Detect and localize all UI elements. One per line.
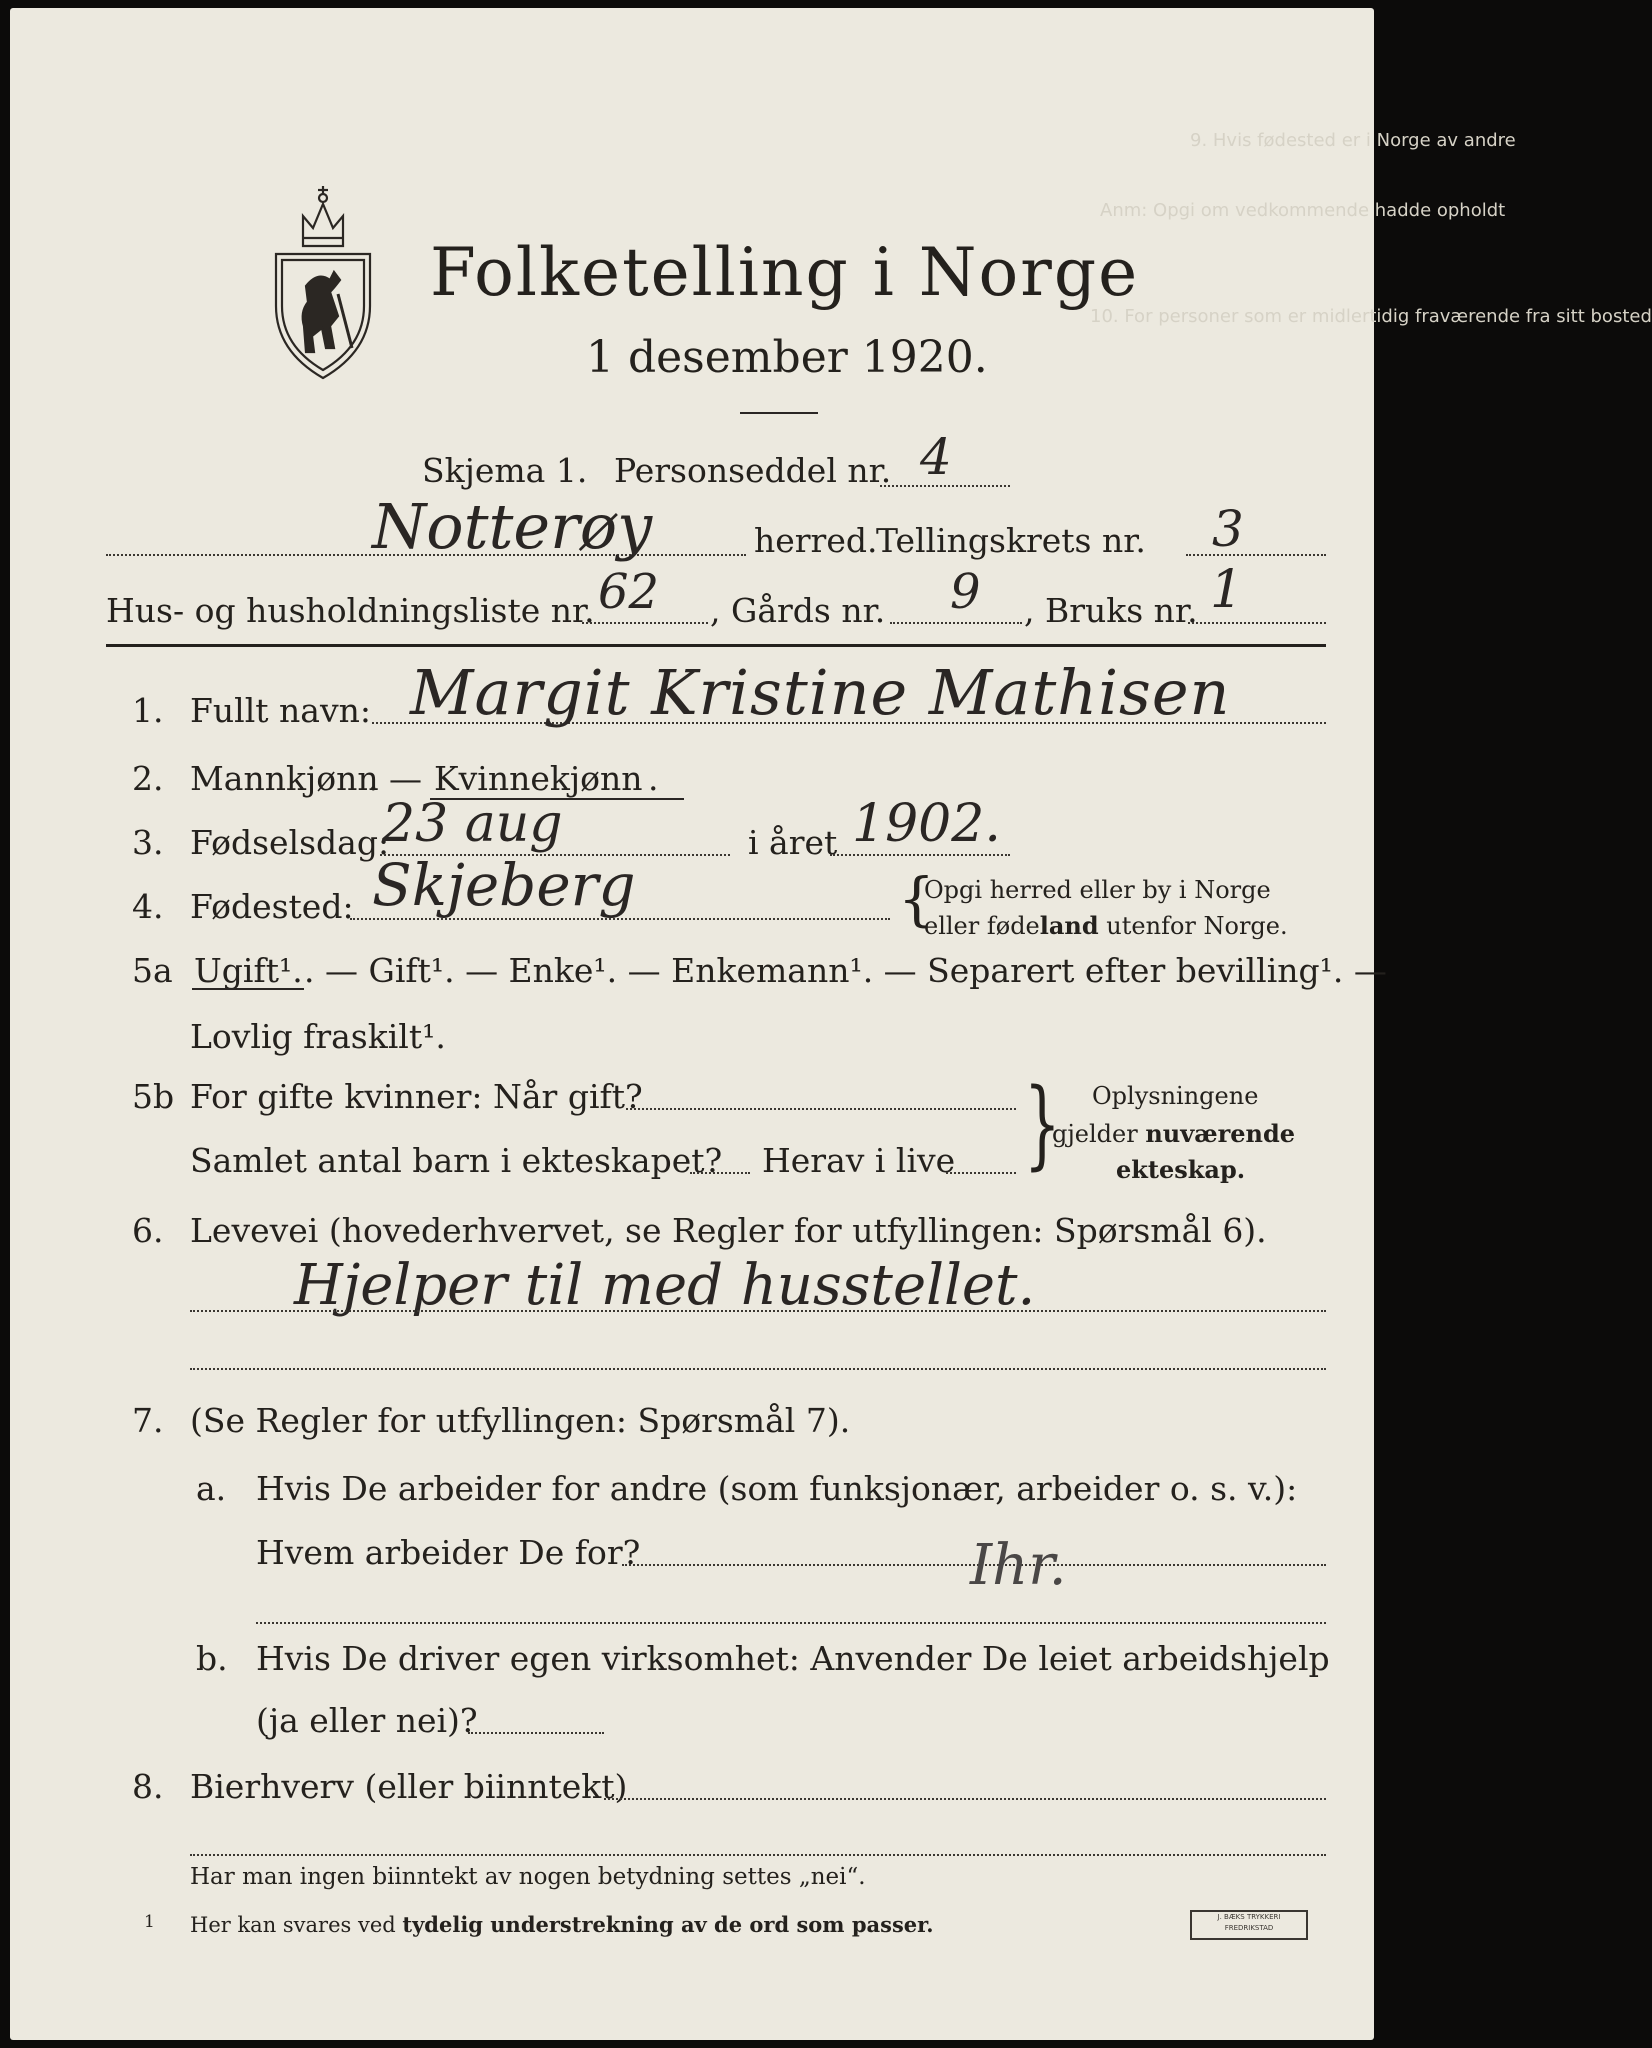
q5b-label-married: For gifte kvinner: Når gift?: [190, 1077, 643, 1116]
q6-number: 6.: [132, 1211, 164, 1250]
hus-label: Hus- og husholdningsliste nr.: [106, 591, 595, 630]
q5b-married-line: [626, 1108, 1016, 1110]
q5b-note-line1: Oplysningene: [1092, 1082, 1259, 1110]
personseddel-value: 4: [920, 428, 952, 486]
gards-line: [890, 622, 1022, 624]
q7b-label-yesno: (ja eller nei)?: [256, 1701, 478, 1740]
tellingskrets-label: Tellingskrets nr.: [876, 521, 1146, 560]
q4-number: 4.: [132, 887, 164, 926]
coat-of-arms-icon: [268, 176, 378, 386]
gards-label: , Gårds nr.: [710, 591, 886, 630]
footnote-text: Her kan svares ved tydelig understrekning av de ord som passer.: [190, 1912, 934, 1937]
q3-label: Fødselsdag:: [190, 823, 390, 862]
footnote-mark: 1: [144, 1912, 155, 1932]
q7a-line2: [256, 1622, 1326, 1624]
q7-label: (Se Regler for utfyllingen: Spørsmål 7).: [190, 1401, 851, 1440]
q2-separator: . —: [368, 759, 422, 798]
printer-stamp: [1190, 1910, 1308, 1940]
q6-line1: [190, 1310, 1326, 1312]
q2-end: .: [648, 759, 659, 798]
hus-value: 62: [598, 564, 660, 620]
q7b-line: [468, 1732, 604, 1734]
q5a-ugift-underline: [192, 988, 304, 990]
census-form: 9. Hvis fødested er i Norge av andre Anm: Opgi om vedkommende hadde opholdt 10. For personer som er midlertidig fraværende fra sitt bosted Folketelling i Norge 1 desember 1920. Skjema 1. Personseddel nr. 4 Notterøy herred. Tellingskrets nr. 3 Hus- og husholdningsliste nr. 62 , Gårds nr. 9 , Bruks nr. 1 1. Fullt navn: Margit Kristine Mathisen 2. Mannkjønn . — Kvinnekjønn . 3. Fødselsdag: 23 aug i året 1902. 4. Fødested: Skjeberg { Opgi herred eller by i Norge eller fødeland utenfor Norge. 5a Ugift¹. . — Gift¹. — Enke¹. — Enkemann¹. — Separert efter bevilling¹. — Lovlig fraskilt¹. 5b For gifte kvinner: Når gift? Samlet antal barn i ekteskapet? Herav i live } Oplysningene gjelder nuværende ekteskap. 6. Levevei (hovederhvervet, se Regler for utfyllingen: Spørsmål 6). Hjelper til med husstellet. 7. (Se Regler for utfyllingen: Spørsmål 7). a. Hvis De arbeider for andre (som funksjonær, arbeider o. s. v.): Hvem arbeider De for? Ihr. b. Hvis De driver egen virksomhet: Anvender De leiet arbeidshjelp (ja eller nei)? 8. Bierhverv (eller biinntekt) Har man ingen biinntekt av nogen betydning settes „nei“. 1 Her kan svares ved tydelig understrekning av de ord som passer. J. BÆKS TRYKKERI FREDRIKSTAD: [10, 8, 1374, 2040]
q4-note-line2: eller fødeland utenfor Norge.: [924, 911, 1288, 940]
q1-value: Margit Kristine Mathisen: [410, 656, 1231, 729]
q4-note-brace: {: [898, 865, 935, 933]
hus-line: [582, 622, 708, 624]
tellingskrets-line: [1186, 554, 1326, 556]
personseddel-label: Personseddel nr.: [614, 451, 892, 490]
skjema-label: Skjema 1.: [422, 451, 588, 490]
q1-number: 1.: [132, 691, 164, 730]
note-no-income: Har man ingen biinntekt av nogen betydning settes „nei“.: [190, 1864, 866, 1890]
tellingskrets-value: 3: [1212, 500, 1244, 558]
q5b-number: 5b: [132, 1077, 175, 1116]
q5b-label-alive: Herav i live: [762, 1141, 956, 1180]
q5b-alive-line: [946, 1172, 1016, 1174]
q5b-children-line: [690, 1172, 750, 1174]
q6-line2: [190, 1368, 1326, 1370]
q3-year-line: [830, 854, 1010, 856]
bruks-line: [1188, 622, 1326, 624]
q3-number: 3.: [132, 823, 164, 862]
q4-value: Skjeberg: [372, 851, 636, 919]
q8-line2: [190, 1854, 1326, 1856]
section-divider: [106, 644, 1326, 647]
form-title: Folketelling i Norge: [430, 234, 1140, 311]
q8-label: Bierhverv (eller biinntekt): [190, 1767, 628, 1806]
q5b-note-line2: gjelder nuværende: [1052, 1119, 1296, 1148]
q5a-line2: Lovlig fraskilt¹.: [190, 1017, 446, 1056]
q7-number: 7.: [132, 1401, 164, 1440]
printer-city: FREDRIKSTAD: [1224, 1924, 1274, 1932]
title-rule: [740, 412, 818, 414]
q4-label: Fødested:: [190, 887, 354, 926]
q1-label: Fullt navn:: [190, 691, 371, 730]
q2-option-female: Kvinnekjønn: [434, 759, 643, 798]
q7a-letter: a.: [196, 1469, 227, 1508]
q6-label: Levevei (hovederhvervet, se Regler for utfyllingen: Spørsmål 6).: [190, 1211, 1267, 1250]
q6-value: Hjelper til med husstellet.: [294, 1253, 1036, 1318]
bruks-label: , Bruks nr.: [1024, 591, 1198, 630]
q4-note-line1: Opgi herred eller by i Norge: [924, 876, 1271, 904]
census-date: 1 desember 1920.: [586, 332, 988, 383]
q3-year-value: 1902.: [852, 794, 1001, 854]
q5a-other-options: . — Gift¹. — Enke¹. — Enkemann¹. — Separert efter bevilling¹. —: [304, 951, 1387, 990]
q5b-note-brace: }: [1024, 1068, 1061, 1180]
q3-value: 23 aug: [382, 794, 563, 854]
q2-option-male: Mannkjønn: [190, 759, 379, 798]
herred-value: Notterøy: [372, 490, 653, 563]
q5a-number: 5a: [132, 951, 173, 990]
q2-number: 2.: [132, 759, 164, 798]
q8-line1: [604, 1798, 1326, 1800]
q5b-label-children: Samlet antal barn i ekteskapet?: [190, 1141, 723, 1180]
q8-number: 8.: [132, 1767, 164, 1806]
q7a-label: Hvis De arbeider for andre (som funksjonær, arbeider o. s. v.):: [256, 1469, 1298, 1508]
q7b-letter: b.: [196, 1639, 228, 1678]
gards-value: 9: [950, 564, 981, 620]
bruks-value: 1: [1210, 560, 1244, 620]
q7a-label-employer: Hvem arbeider De for?: [256, 1533, 641, 1572]
q3-year-label: i året: [748, 823, 838, 862]
herred-label: herred.: [754, 521, 878, 560]
q5b-note-line3: ekteskap.: [1116, 1155, 1246, 1184]
q7b-label: Hvis De driver egen virksomhet: Anvender De leiet arbeidshjelp: [256, 1639, 1330, 1678]
printer-name: J. BÆKS TRYKKERI: [1217, 1913, 1281, 1921]
q7a-value: Ihr.: [970, 1533, 1067, 1598]
q5a-option-ugift: Ugift¹.: [194, 951, 303, 990]
